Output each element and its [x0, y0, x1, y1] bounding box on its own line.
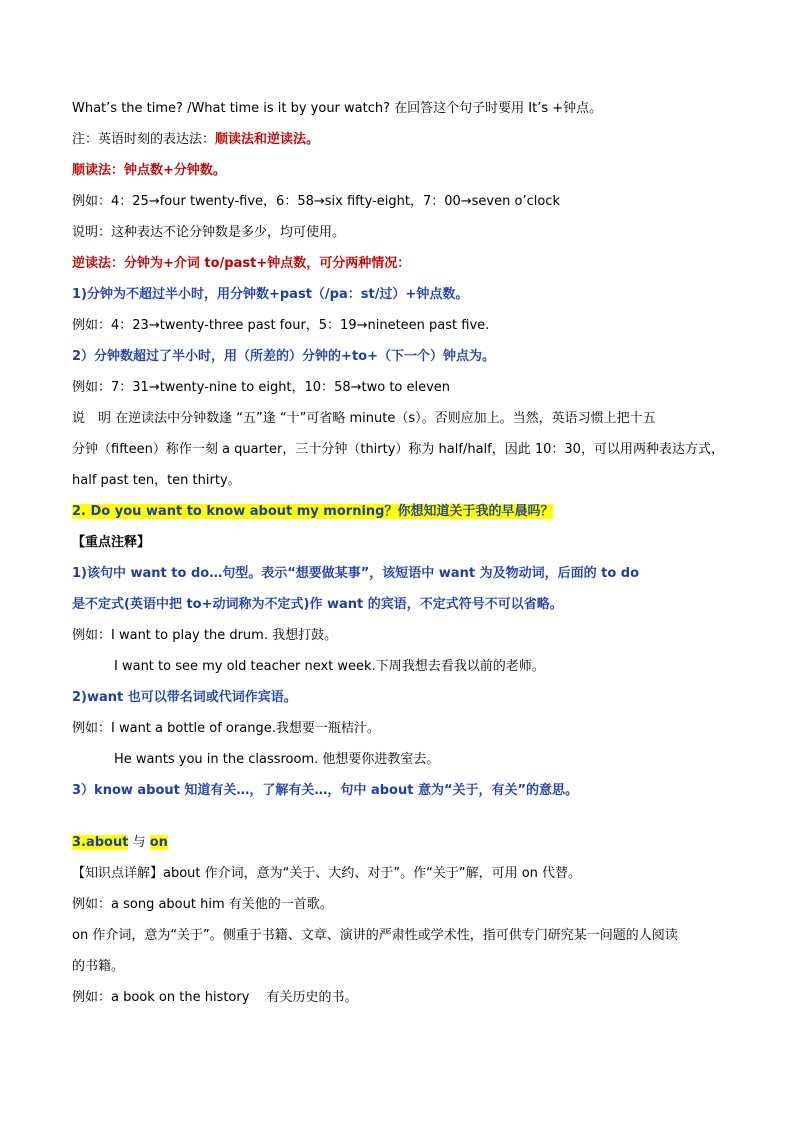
note-prefix: 注：英语时刻的表达法：	[72, 132, 216, 147]
about-example: 例如：a song about him 有关他的一首歌。	[72, 897, 333, 912]
intro-line: What’s the time? /What time is it by your watch? 在回答这个句子时要用 It’s +钟点。	[72, 101, 603, 116]
case2-example: 例如：7：31→twenty-nine to eight，10：58→two to eleven	[72, 380, 451, 395]
point3: 3）know about 知道有关…，了解有关…，句中 about 意为“关于，有关”的意思。	[72, 783, 579, 798]
example-2b: He wants you in the classroom. 他想要你进教室去。	[114, 752, 440, 767]
forward-reading-title: 顺读法：钟点数+分钟数。	[72, 163, 226, 178]
section3-heading-mid: 与	[128, 835, 150, 850]
section3-heading	[72, 833, 732, 864]
section3-heading-on: on	[149, 835, 168, 850]
on-example: 例如：a book on the history 有关历史的书。	[72, 990, 358, 1005]
note-highlight: 顺读法和逆读法。	[215, 132, 320, 147]
point1-line-2: 是不定式(英语中把 to+动词称为不定式)作 want 的宾语，不定式符号不可以省略。	[72, 597, 563, 612]
on-explain-line-2: 的书籍。	[72, 959, 125, 974]
forward-reading-explain: 说明：这种表达不论分钟数是多少，均可使用。	[72, 225, 346, 240]
point1-line-1: 1)该句中 want to do…句型。表示“想要做某事”，该短语中 want 为及物动词，后面的 to do	[72, 566, 640, 581]
point2: 2)want 也可以带名词或代词作宾语。	[72, 690, 297, 705]
key-notes-label: 【重点注释】	[72, 535, 151, 550]
example-1a: 例如：I want to play the drum. 我想打鼓。	[72, 628, 338, 643]
explain-line-1: 说 明 在逆读法中分钟数逢 “五”逢 “十”可省略 minute（s）。否则应加上。当然，英语习惯上把十五	[72, 411, 656, 426]
spacer	[72, 812, 732, 833]
explain-line-2: 分钟（fifteen）称作一刻 a quarter，三十分钟（thirty）称为 half/half，因此 10：30，可以用两种表达方式，	[72, 442, 724, 457]
explain-line-3: half past ten，ten thirty。	[72, 473, 241, 488]
on-explain-line-1: on 作介词，意为“关于”。侧重于书籍、文章、演讲的严肃性或学术性，指可供专门研究某一问题的人阅读	[72, 928, 678, 943]
case1-title: 1)分钟为不超过半小时，用分钟数+past（/pa：st/过）+钟点数。	[72, 287, 469, 302]
case2-title: 2）分钟数超过了半小时，用（所差的）分钟的+to+（下一个）钟点为。	[72, 349, 495, 364]
forward-reading-example: 例如：4：25→four twenty-five，6：58→six fifty-eight，7：00→seven o’clock	[72, 194, 560, 209]
section2-heading: 2. Do you want to know about my morning？你想知道关于我的早晨吗？	[72, 504, 554, 519]
document-page	[72, 99, 732, 1019]
section2-heading-line	[72, 502, 732, 533]
example-1b: I want to see my old teacher next week.下周我想去看我以前的老师。	[114, 659, 545, 674]
note-line	[72, 130, 732, 161]
section3-heading-about: 3.about	[72, 835, 129, 850]
example-2a: 例如：I want a bottle of orange.我想要一瓶桔汁。	[72, 721, 380, 736]
reverse-reading-title: 逆读法：分钟为+介词 to/past+钟点数，可分两种情况：	[72, 256, 411, 271]
knowledge-detail: 【知识点详解】about 作介词，意为“关于、大约、对于”。作“关于”解，可用 on 代替。	[72, 866, 582, 881]
case1-example: 例如：4：23→twenty-three past four，5：19→nineteen past five.	[72, 318, 490, 333]
